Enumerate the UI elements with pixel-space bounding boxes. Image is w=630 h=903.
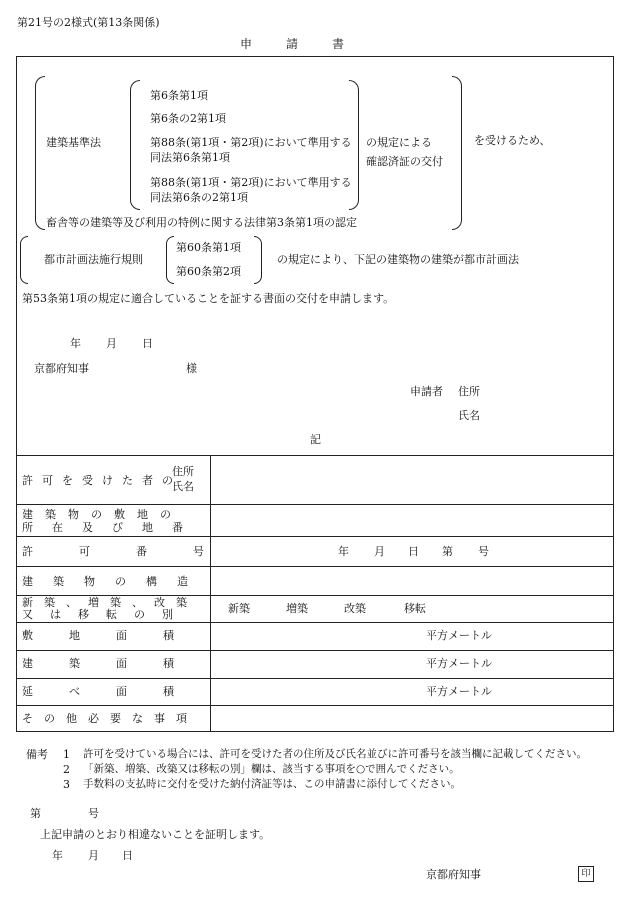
rule-article-1: 第60条第1項	[176, 241, 241, 254]
site-location-label-1: 建築物の敷地の	[22, 508, 183, 521]
date-day: 日	[142, 337, 153, 350]
applicant-name-label: 氏名	[458, 409, 480, 422]
article-3-cont: 同法第6条第1項	[150, 151, 230, 164]
cert-day: 日	[122, 849, 133, 862]
building-area-unit: 平方メートル	[426, 657, 492, 670]
permit-holder-field[interactable]	[211, 456, 613, 504]
table-line	[16, 678, 614, 679]
article-1: 第6条第1項	[150, 89, 208, 102]
permit-holder-address-label: 住所	[172, 465, 194, 478]
option-relocation[interactable]: 移転	[404, 602, 426, 615]
note-1-num: 1	[63, 748, 70, 761]
article-2: 第6条の2第1項	[150, 112, 226, 125]
table-line	[16, 650, 614, 651]
article-bracket-left	[130, 80, 140, 210]
site-location-label-2: 所在及び地番	[22, 521, 202, 534]
building-area-label: 建築面積	[22, 657, 210, 670]
cert-issuer: 京都府知事	[426, 868, 481, 881]
note-2-text: 「新築、増築、改築又は移転の別」欄は、該当する事項を○で囲んでください。	[83, 763, 460, 775]
option-reconstruction[interactable]: 改築	[344, 602, 366, 615]
permit-year: 年	[338, 545, 349, 558]
article-3: 第88条(第1項・第2項)において準用する	[150, 136, 352, 149]
structure-label: 建築物の構造	[22, 575, 208, 588]
table-line	[16, 536, 614, 537]
permit-day: 日	[408, 545, 419, 558]
permit-number-label: 許可番号	[22, 545, 250, 558]
applicant-address-label: 住所	[458, 385, 480, 398]
ki-label: 記	[310, 433, 321, 446]
date-year: 年	[70, 337, 81, 350]
purpose-text: を受けるため、	[474, 134, 551, 147]
document-title: 申請書	[240, 37, 379, 51]
table-line	[16, 622, 614, 623]
total-floor-area-unit: 平方メートル	[426, 685, 492, 698]
cert-month: 月	[88, 849, 99, 862]
construction-type-label-2: 又は移転の別	[22, 608, 190, 621]
article-4: 第88条(第1項・第2項)において準用する	[150, 176, 352, 189]
article-4-cont: 同法第6条の2第1項	[150, 191, 248, 204]
site-area-label: 敷地面積	[22, 629, 210, 642]
notes-label: 備考	[26, 748, 48, 761]
law-name: 建築基準法	[46, 136, 101, 149]
city-rule: 都市計画法施行規則	[44, 253, 143, 266]
construction-type-label-1: 新築、増築、改築	[22, 596, 198, 609]
note-3-num: 3	[63, 778, 70, 791]
permit-holder-name-label: 氏名	[172, 480, 194, 493]
cert-statement: 上記申請のとおり相違ないことを証明します。	[40, 828, 271, 841]
permit-no-suffix: 号	[478, 545, 489, 558]
note-2-num: 2	[63, 763, 70, 776]
regulation-text: の規定により、下記の建築物の建築が都市計画法	[277, 253, 519, 266]
rule-article-bracket-left	[166, 236, 174, 284]
law-bracket-right	[452, 76, 462, 230]
applicant-label: 申請者	[410, 385, 443, 398]
total-floor-area-label: 延べ面積	[22, 685, 210, 698]
site-location-field[interactable]	[211, 505, 613, 536]
cert-no-suffix: 号	[88, 807, 99, 820]
cert-year: 年	[52, 849, 63, 862]
site-area-unit: 平方メートル	[426, 629, 492, 642]
addressee-name: 京都府知事	[34, 362, 89, 375]
addressee-honorific: 様	[186, 362, 197, 375]
rule-article-2: 第60条第2項	[176, 265, 241, 278]
provision-text: の規定による	[366, 136, 432, 149]
form-number: 第21号の2様式(第13条関係)	[17, 16, 160, 29]
note-3-text: 手数料の支払時に交付を受けた納付済証等は、この申請書に添付してください。	[83, 778, 461, 790]
cert-no-prefix: 第	[30, 807, 41, 820]
confirmation-text: 確認済証の交付	[366, 155, 443, 168]
livestock-law: 畜舎等の建築等及び利用の特例に関する法律第3条第1項の認定	[46, 216, 357, 229]
rule-article-bracket-right	[254, 236, 262, 284]
other-matters-field[interactable]	[211, 706, 613, 732]
seal-stamp: 印	[578, 866, 594, 882]
permit-month: 月	[374, 545, 385, 558]
rule-bracket-left	[20, 236, 28, 284]
permit-no-prefix: 第	[442, 545, 453, 558]
option-new[interactable]: 新築	[228, 602, 250, 615]
other-matters-label: その他必要な事項	[22, 712, 198, 725]
option-extension[interactable]: 増築	[286, 602, 308, 615]
permit-holder-label: 許可を受けた者の	[22, 474, 182, 487]
closing-text: 第53条第1項の規定に適合していることを証する書面の交付を申請します。	[22, 292, 395, 305]
note-1-text: 許可を受けている場合には、許可を受けた者の住所及び氏名並びに許可番号を該当欄に記載してください。	[83, 748, 587, 760]
structure-field[interactable]	[211, 567, 613, 595]
date-month: 月	[106, 337, 117, 350]
law-bracket-left	[35, 76, 45, 230]
